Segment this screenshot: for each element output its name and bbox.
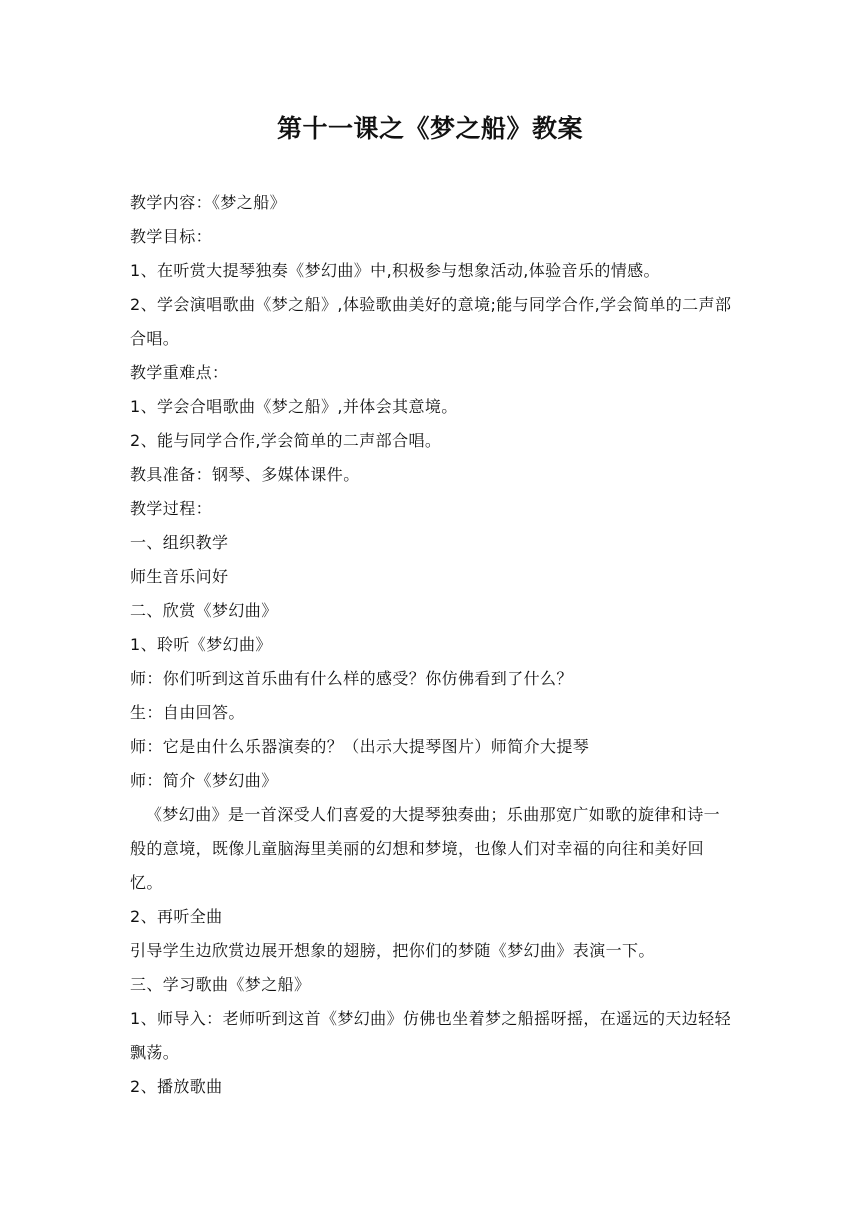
paragraph-teacher-question: 师：你们听到这首乐曲有什么样的感受？你仿佛看到了什么？ bbox=[130, 669, 573, 688]
paragraph-listen-again: 2、再听全曲 bbox=[130, 907, 223, 926]
paragraph-section-3: 三、学习歌曲《梦之船》 bbox=[130, 975, 311, 994]
document-title: 第十一课之《梦之船》教案 bbox=[276, 114, 583, 143]
paragraph-section-1: 一、组织教学 bbox=[130, 533, 229, 552]
paragraph-process-heading: 教学过程： bbox=[130, 499, 213, 518]
paragraph-guide-students: 引导学生边欣赏边展开想象的翅膀，把你们的梦随《梦幻曲》表演一下。 bbox=[130, 941, 655, 960]
document-body bbox=[130, 186, 732, 1104]
paragraph-teacher-lead-in: 1、师导入：老师听到这首《梦幻曲》仿佛也坐着梦之船摇呀摇，在遥远的天边轻轻飘荡。 bbox=[130, 1009, 731, 1062]
paragraph-section-2: 二、欣赏《梦幻曲》 bbox=[130, 601, 278, 620]
paragraph-key-points-heading: 教学重难点： bbox=[130, 363, 229, 382]
paragraph-teaching-content: 教学内容：《梦之船》 bbox=[130, 193, 287, 212]
paragraph-teaching-aids: 教具准备：钢琴、多媒体课件。 bbox=[130, 465, 360, 484]
paragraph-greeting: 师生音乐问好 bbox=[130, 567, 229, 586]
paragraph-teacher-instrument: 师：它是由什么乐器演奏的？（出示大提琴图片）师简介大提琴 bbox=[130, 737, 590, 756]
paragraph-goal-1: 1、在听赏大提琴独奏《梦幻曲》中,积极参与想象活动,体验音乐的情感。 bbox=[130, 261, 660, 280]
paragraph-piece-description: 《梦幻曲》是一首深受人们喜爱的大提琴独奏曲；乐曲那宽广如歌的旋律和诗一般的意境，既像儿童脑海里美丽的幻想和梦境，也像人们对幸福的向往和美好回忆。 bbox=[130, 805, 721, 892]
paragraph-teacher-intro: 师：简介《梦幻曲》 bbox=[130, 771, 278, 790]
paragraph-play-song: 2、播放歌曲 bbox=[130, 1077, 223, 1096]
paragraph-student-answer: 生：自由回答。 bbox=[130, 703, 245, 722]
paragraph-teaching-goals-heading: 教学目标： bbox=[130, 227, 213, 246]
paragraph-key-point-2: 2、能与同学合作,学会简单的二声部合唱。 bbox=[130, 431, 442, 450]
paragraph-goal-2: 2、学会演唱歌曲《梦之船》,体验歌曲美好的意境;能与同学合作,学会简单的二声部合唱。 bbox=[130, 295, 732, 348]
paragraph-listen: 1、聆听《梦幻曲》 bbox=[130, 635, 272, 654]
paragraph-key-point-1: 1、学会合唱歌曲《梦之船》,并体会其意境。 bbox=[130, 397, 458, 416]
